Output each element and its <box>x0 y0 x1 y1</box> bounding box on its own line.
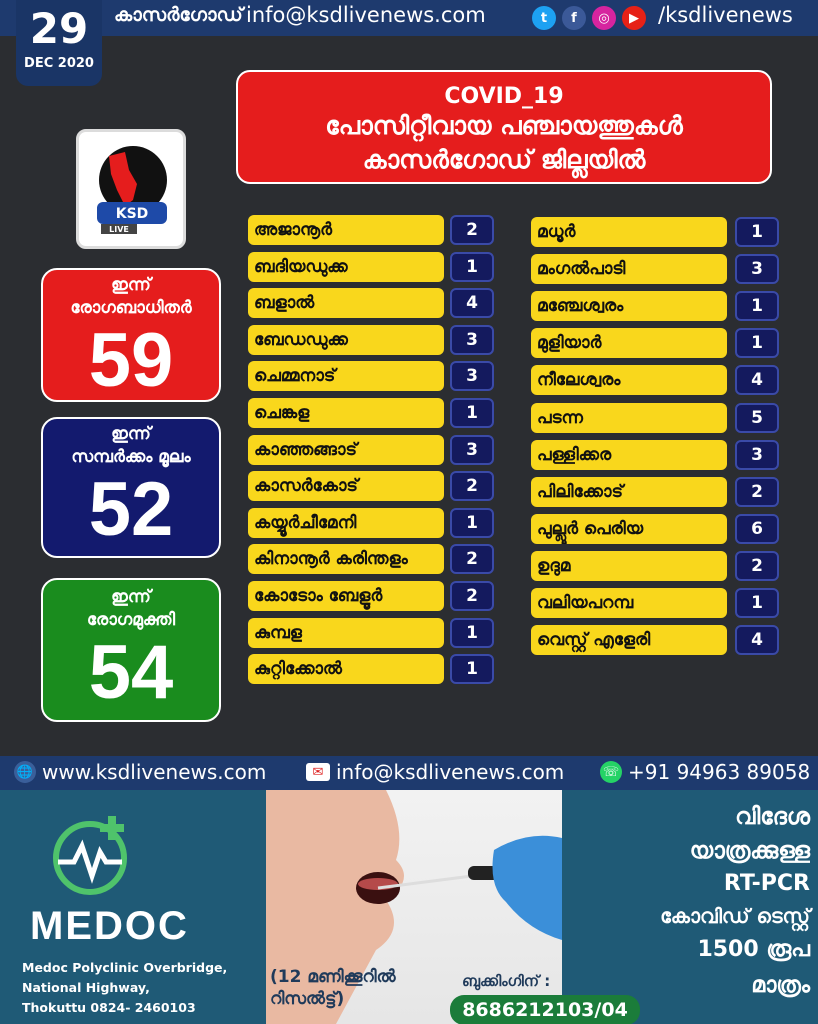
date-day: 29 <box>29 4 89 53</box>
panchayat-count: 3 <box>735 254 779 284</box>
header-email[interactable]: info@ksdlivenews.com <box>246 3 486 27</box>
panchayat-name: അജാനൂർ <box>248 215 444 245</box>
panchayat-count: 4 <box>735 365 779 395</box>
medoc-address-2: National Highway, <box>22 980 150 995</box>
contact-website-text: www.ksdlivenews.com <box>42 760 267 784</box>
panchayat-name: കാസർകോട് <box>248 471 444 501</box>
top-bar <box>0 0 818 36</box>
stat-recovered <box>41 578 221 722</box>
twitter-icon[interactable]: t <box>532 6 556 30</box>
booking-label: ബുക്കിംഗിന് : <box>462 972 551 990</box>
panchayat-count: 3 <box>450 361 494 391</box>
panchayat-name: ഉദുമ <box>531 551 727 581</box>
medoc-brand: MEDOC <box>30 904 189 948</box>
result-note <box>270 966 396 1010</box>
panchayat-name: ചെമ്മനാട് <box>248 361 444 391</box>
panchayat-name: കയ്യൂർചീമേനി <box>248 508 444 538</box>
panchayat-name: പുല്ലൂർ പെരിയ <box>531 514 727 544</box>
panchayat-count: 2 <box>450 471 494 501</box>
result-note-2: റിസൽട്ട്) <box>270 989 345 1009</box>
booking-number[interactable]: 8686212103/04 <box>450 995 640 1024</box>
panchayat-name: മഞ്ചേശ്വരം <box>531 291 727 321</box>
stat-infected-label-1: ഇന്ന് <box>111 275 151 295</box>
title-line-3: കാസർഗോഡ് ജില്ലയിൽ <box>362 145 646 174</box>
facebook-icon[interactable]: f <box>562 6 586 30</box>
header-place: കാസർഗോഡ് <box>114 4 243 26</box>
title-line-1: COVID_19 <box>444 84 564 109</box>
stat-recovered-label-1: ഇന്ന് <box>111 587 151 607</box>
stat-recovered-label-2: രോഗമുക്തി <box>86 610 176 630</box>
date-badge <box>16 0 102 86</box>
panchayat-count: 3 <box>450 435 494 465</box>
panchayat-count: 1 <box>450 252 494 282</box>
panchayat-count: 2 <box>735 551 779 581</box>
mail-icon: ✉ <box>306 763 330 781</box>
panchayat-count: 1 <box>735 217 779 247</box>
logo-text: KSD <box>115 206 149 222</box>
panchayat-count: 1 <box>735 291 779 321</box>
panchayat-name: ബേഡഡുക്ക <box>248 325 444 355</box>
panchayat-name: മംഗൽപാടി <box>531 254 727 284</box>
contact-phone-text: +91 94963 89058 <box>628 760 811 784</box>
title-box <box>236 70 772 184</box>
panchayat-name: വലിയപറമ്പ <box>531 588 727 618</box>
panchayat-name: കോടോം ബേളൂർ <box>248 581 444 611</box>
panchayat-count: 1 <box>735 588 779 618</box>
panchayat-name: പള്ളിക്കര <box>531 440 727 470</box>
panchayat-count: 3 <box>450 325 494 355</box>
offer-line-6: മാത്രം <box>751 973 810 998</box>
ad-offer-text <box>580 800 810 1004</box>
stat-contact-value: 52 <box>88 467 174 552</box>
contact-email-text: info@ksdlivenews.com <box>336 760 565 784</box>
panchayat-name: ബദിയഡുക്ക <box>248 252 444 282</box>
logo-subtext: LIVE <box>109 225 129 234</box>
panchayat-name: വെസ്റ്റ് എളേരി <box>531 625 727 655</box>
panchayat-name: പടന്ന <box>531 403 727 433</box>
medoc-brand-panel <box>0 790 266 1024</box>
panchayat-count: 1 <box>450 398 494 428</box>
medoc-advertisement <box>0 790 818 1024</box>
contact-website[interactable] <box>14 760 266 784</box>
contact-phone[interactable] <box>600 760 810 784</box>
panchayat-count: 1 <box>735 328 779 358</box>
panchayat-count: 6 <box>735 514 779 544</box>
panchayat-count: 1 <box>450 654 494 684</box>
whatsapp-icon: ☏ <box>600 761 622 783</box>
stat-contact-label-2: സമ്പർക്കം മൂലം <box>71 447 191 467</box>
instagram-icon[interactable]: ◎ <box>592 6 616 30</box>
title-line-2: പോസിറ്റീവായ പഞ്ചായത്തുകൾ <box>325 111 683 140</box>
stat-infected-label-2: രോഗബാധിതർ <box>70 298 192 318</box>
panchayat-name: കിനാനൂർ കരിന്തളം <box>248 544 444 574</box>
medoc-address-3: Thokuttu 0824- 2460103 <box>22 1000 196 1015</box>
medoc-address-1: Medoc Polyclinic Overbridge, <box>22 960 228 975</box>
panchayat-count: 3 <box>735 440 779 470</box>
stat-contact-label-1: ഇന്ന് <box>111 424 151 444</box>
offer-line-2: യാത്രക്കുള്ള <box>689 838 810 864</box>
ksd-logo-icon <box>87 140 175 240</box>
stat-recovered-value: 54 <box>88 630 174 715</box>
medoc-heartbeat-icon <box>46 812 136 902</box>
stat-infected <box>41 268 221 402</box>
panchayat-name: നീലേശ്വരം <box>531 365 727 395</box>
contact-email[interactable] <box>306 760 564 784</box>
panchayat-name: മധൂർ <box>531 217 727 247</box>
ksd-live-logo <box>76 129 186 249</box>
offer-line-3: RT-PCR <box>723 871 810 896</box>
panchayat-count: 4 <box>735 625 779 655</box>
globe-icon: 🌐 <box>14 761 36 783</box>
panchayat-name: ബളാൽ <box>248 288 444 318</box>
offer-line-4: കോവിഡ് ടെസ്റ്റ് <box>660 904 810 928</box>
panchayat-count: 2 <box>450 215 494 245</box>
offer-line-1: വിദേശ <box>735 804 810 830</box>
offer-line-5: 1500 രൂപ <box>697 937 810 962</box>
contact-bar <box>0 756 818 790</box>
panchayat-count: 2 <box>450 581 494 611</box>
panchayat-count: 2 <box>735 477 779 507</box>
youtube-icon[interactable]: ▶ <box>622 6 646 30</box>
panchayat-name: ചെങ്കള <box>248 398 444 428</box>
date-month-year: DEC 2020 <box>24 56 94 71</box>
panchayat-name: കുറ്റിക്കോൽ <box>248 654 444 684</box>
result-note-1: (12 മണിക്കൂറിൽ <box>270 967 396 987</box>
panchayat-count: 1 <box>450 508 494 538</box>
header-handle[interactable]: /ksdlivenews <box>658 3 793 27</box>
panchayat-name: മുളിയാർ <box>531 328 727 358</box>
panchayat-name: കാഞ്ഞങ്ങാട് <box>248 435 444 465</box>
panchayat-count: 5 <box>735 403 779 433</box>
panchayat-count: 1 <box>450 618 494 648</box>
medoc-address <box>22 958 227 1018</box>
panchayat-name: പിലിക്കോട് <box>531 477 727 507</box>
social-icons <box>532 6 646 30</box>
stat-infected-value: 59 <box>88 318 174 403</box>
panchayat-count: 2 <box>450 544 494 574</box>
stat-contact <box>41 417 221 558</box>
panchayat-count: 4 <box>450 288 494 318</box>
panchayat-name: കുമ്പള <box>248 618 444 648</box>
